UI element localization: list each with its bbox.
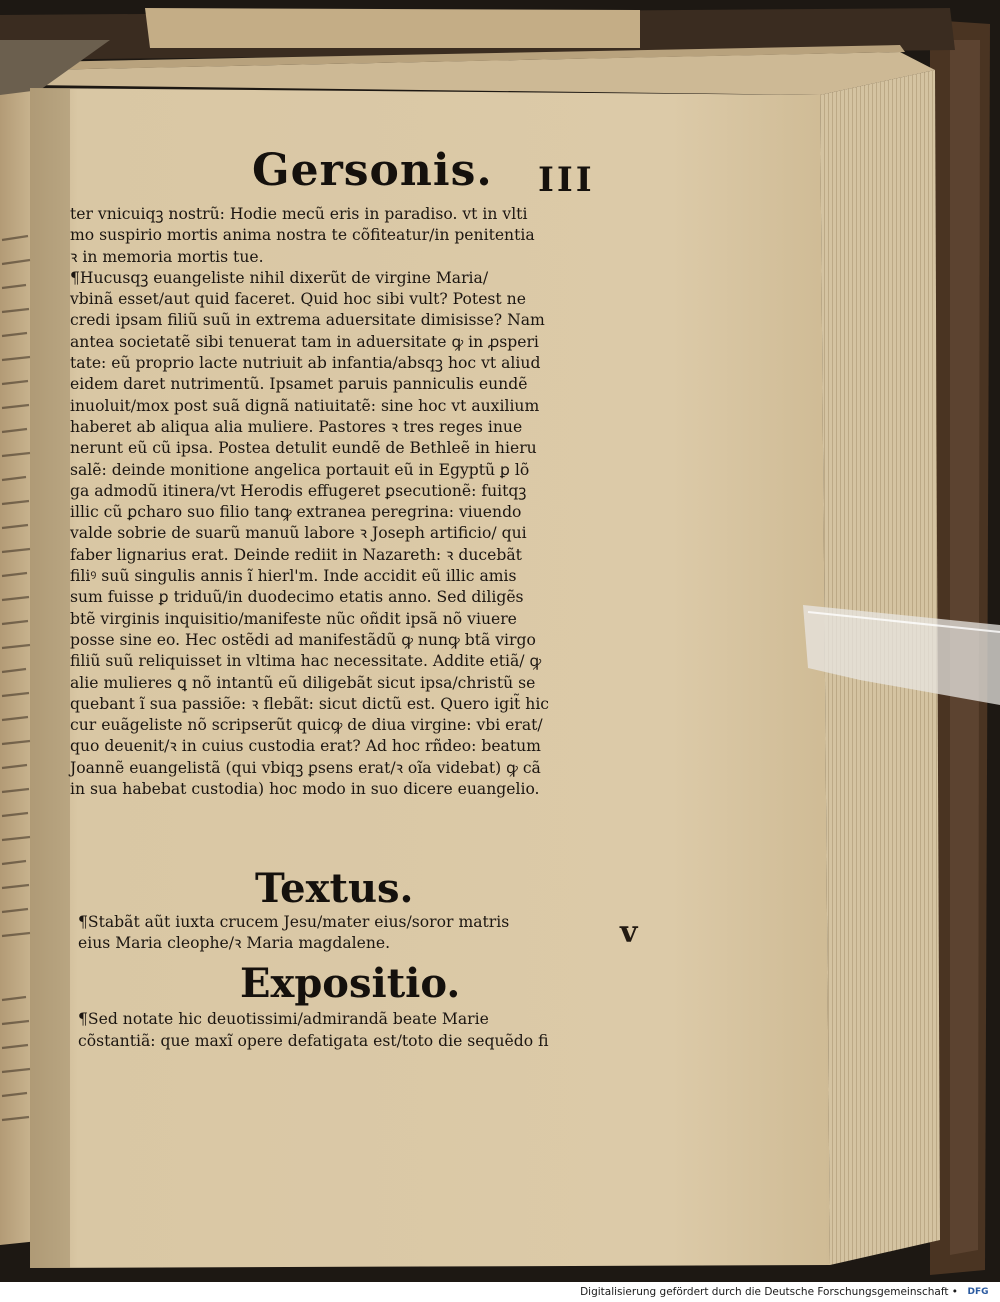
footer-credit: Digitalisierung gefördert durch die Deutsche Forschungsgemeinschaft • [580, 1286, 958, 1298]
body-line: ¶Hucusqꝫ euangeliste nihil dixerũt de virgine Maria/ [70, 268, 489, 287]
body-line: vbinã esset/aut quid faceret. Quid hoc sibi vult? Potest ne [70, 290, 526, 309]
body-line: antea societatẽ sibi tenuerat tam in aduersitate ꝙ in ꝓsperi [70, 332, 539, 351]
body-line: quebant ĩ sua passiõe: ꝛ flebãt: sicut dictũ est. Quero igit̃ hic [70, 694, 550, 713]
heading-expositio: Expositio. [240, 960, 461, 1007]
body-line: inuoluit/mox post suã dignã natiuitatẽ: sine hoc vt auxilium [70, 396, 540, 415]
body-line: illic cũ ꝑcharo suo filio tanꝙ extranea peregrina: viuendo [70, 503, 522, 522]
body-line: eidem daret nutrimentũ. Ipsamet paruis panniculis eundẽ [70, 375, 528, 394]
body-line: ga admodũ itinera/vt Herodis effugeret ꝑsecutionẽ: fuitqꝫ [70, 481, 527, 500]
expositio-line: ¶Sed notate hic deuotissimi/admirandã beate Marie [78, 1010, 489, 1028]
body-line: tate: eũ proprio lacte nutriuit ab infantia/absqꝫ hoc vt aliud [70, 354, 541, 373]
body-line: credi ipsam filiũ suũ in extrema aduersitate dimisisse? Nam [70, 311, 545, 330]
funding-footer [0, 1282, 1000, 1302]
folio-number: III [538, 160, 595, 200]
body-line: filiꝰ suũ singulis annis ĩ hierl'm. Inde accidit eũ illic amis [70, 567, 517, 586]
body-line: haberet ab aliqua alia muliere. Pastores ꝛ tres reges inue [70, 417, 523, 436]
running-head-title: Gersonis. [252, 145, 493, 196]
body-line: valde sobrie de suarũ manuũ labore ꝛ Joseph artificio/ qui [70, 524, 527, 543]
body-line: cur euãgeliste nõ scripserũt quicꝙ de diua virgine: vbi erat/ [70, 716, 543, 735]
signature-mark: v [620, 915, 638, 950]
expositio-text [78, 1008, 608, 1052]
body-line: alie mulieres ꝗ nõ intantũ eũ diligebãt sicut ipsa/christũ se [70, 673, 536, 692]
body-line: posse sine eo. Hec ostẽdi ad manifestãdũ ꝙ nunꝙ btã virgo [70, 630, 536, 649]
body-line: quo deuenit/ꝛ in cuius custodia erat? Ad hoc rñdeo: beatum [70, 737, 541, 756]
body-line: filiũ suũ reliquisset in vltima hac necessitate. Addite etiã/ ꝙ [70, 652, 542, 671]
body-line: Joannẽ euangelistã (qui vbiqꝫ ꝑsens erat/ꝛ oĩa videbat) ꝙ cã [70, 758, 541, 777]
expositio-line: cõstantiã: que maxĩ opere defatigata est/toto die sequẽdo fi [78, 1032, 549, 1050]
body-line: nerunt eũ cũ ipsa. Postea detulit eundẽ de Bethleẽ in hieru [70, 439, 537, 458]
heading-textus: Textus. [255, 865, 414, 912]
dfg-logo: DFG [967, 1287, 989, 1297]
body-line: in sua habebat custodia) hoc modo in suo dicere euangelio. [70, 780, 540, 799]
body-line: btẽ virginis inquisitio/manifeste nũc oñdit ipsã nõ viuere [70, 609, 517, 628]
body-text [70, 204, 615, 800]
textus-line: ¶Stabãt aũt iuxta crucem Jesu/mater eius/soror matris [78, 913, 510, 931]
body-line: mo suspirio mortis anima nostra te cõfiteatur/in penitentia [70, 226, 535, 245]
textus-line: eius Maria cleophe/ꝛ Maria magdalene. [78, 934, 391, 952]
body-line: salẽ: deinde monitione angelica portauit eũ in Egyptũ ꝑ lõ [70, 460, 530, 479]
textus-text [78, 912, 608, 954]
body-line: ter vnicuiqꝫ nostrũ: Hodie mecũ eris in paradiso. vt in vlti [70, 205, 528, 223]
body-line: faber lignarius erat. Deinde rediit in Nazareth: ꝛ ducebãt [70, 545, 522, 564]
body-line: sum fuisse ꝑ triduũ/in duodecimo etatis anno. Sed diligẽs [70, 588, 524, 607]
body-line: ꝛ in memoria mortis tue. [70, 247, 264, 266]
